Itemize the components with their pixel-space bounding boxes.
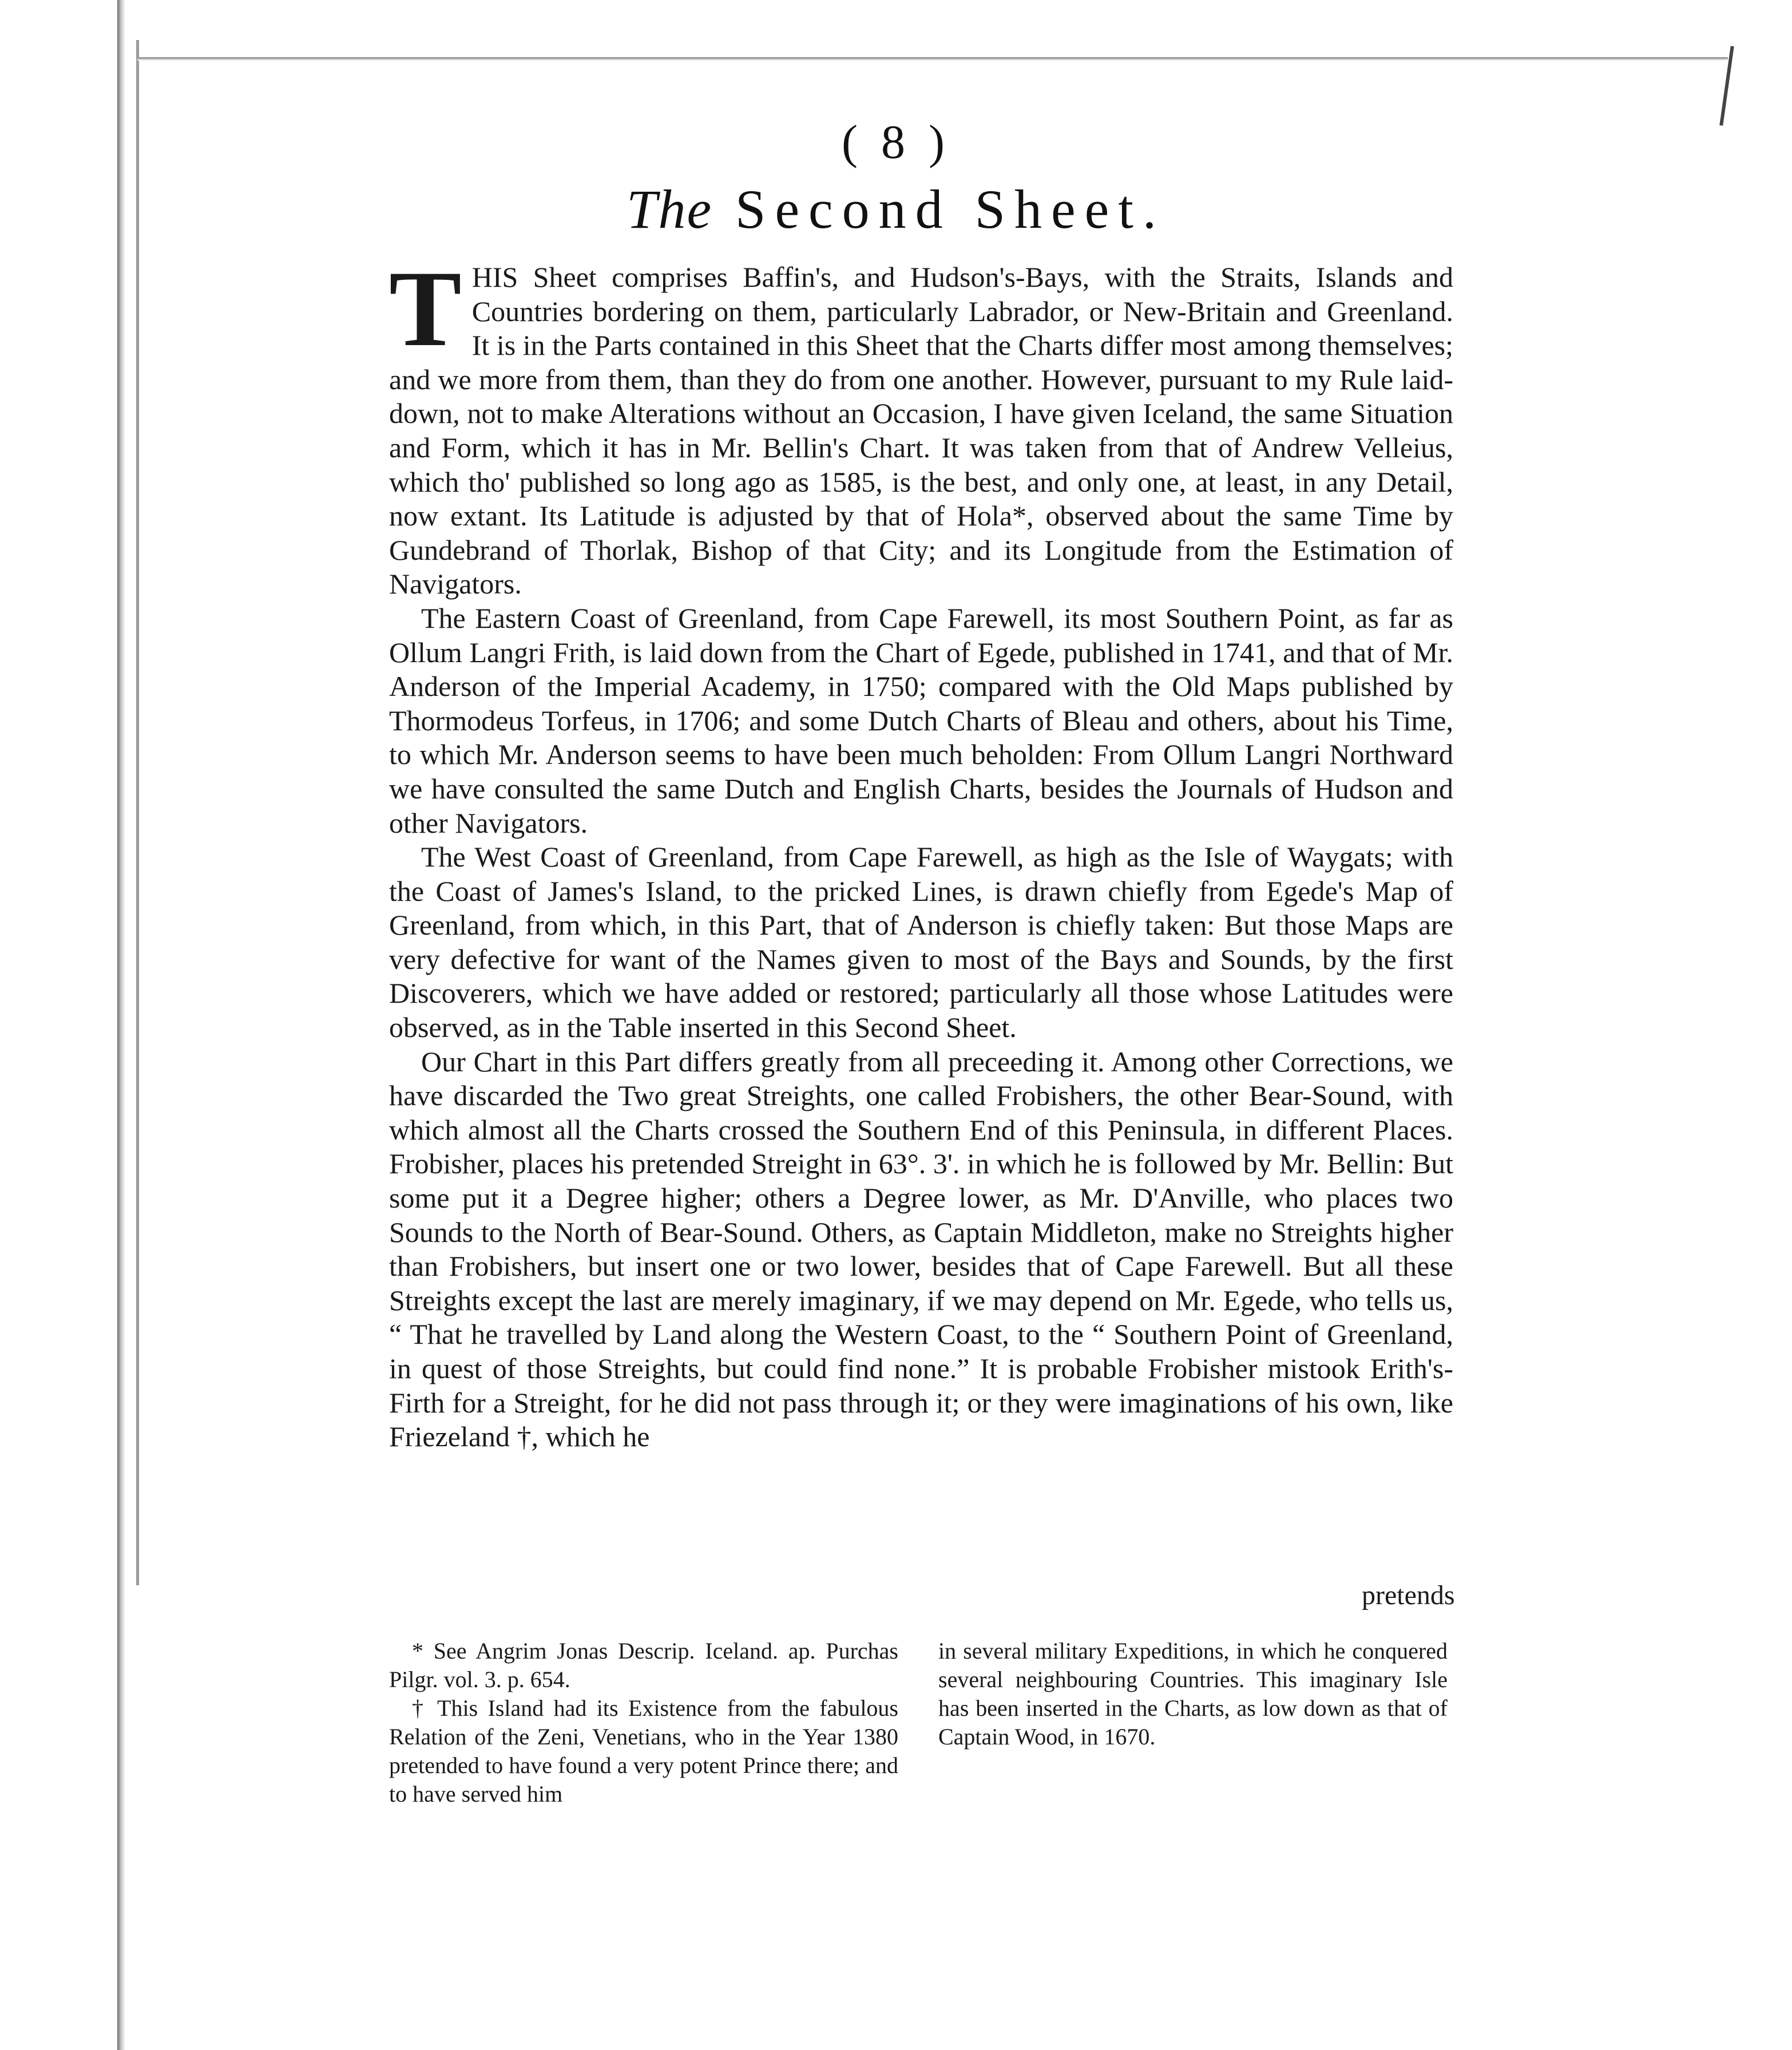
footnote-column-right — [938, 1637, 1448, 1751]
catchword: pretends — [1362, 1580, 1455, 1610]
title-word-the: The — [627, 179, 713, 240]
page-title — [0, 177, 1792, 241]
paragraph-3: The West Coast of Greenland, from Cape Farewell, as high as the Isle of Waygats; with the Coast of James's Island, to the pricked Lines, is drawn chiefly from Egede's Map of Greenland, from which, in this Part, that of Anderson is chiefly taken: But those Maps are very defective for want of the Names given to most of the Bays and Sounds, by the first Discoverers, which we have added or restored; particularly all those whose Latitudes were observed, as in the Table inserted in this Second Sheet. — [389, 841, 1453, 1044]
footnote-dagger: † This Island had its Existence from the fabulous Relation of the Zeni, Venetians, who in the Year 1380 pretended to have found a very potent Prince there; and to have served him — [389, 1695, 898, 1807]
title-rest: Second Sheet. — [735, 179, 1165, 240]
main-text — [389, 249, 1453, 1454]
scan-binding-line — [136, 40, 139, 1585]
footnote-column-left — [389, 1637, 898, 1808]
paragraph-4: Our Chart in this Part differs greatly from all preceeding it. Among other Corrections, we have discarded the Two great Streights, one called Frobishers, the other Bear-Sound, with which almost all the Charts crossed the Southern End of this Peninsula, in different Places. Frobisher, places his pretended Streight in 63°. 3'. in which he is followed by Mr. Bellin: But some put it a Degree higher; others a Degree lower, as Mr. D'Anville, who places two Sounds to the North of Bear-Sound. Others, as Captain Middleton, make no Streights higher than Frobishers, but insert one or two lower, besides that of Cape Farewell. But all these Streights except the last are merely imaginary, if we may depend on Mr. Egede, who tells us, “ That he travelled by Land along the Western Coast, to the “ Southern Point of Greenland, in quest of those Streights, but could find none.” It is probable Frobisher mistook Erith's-Firth for a Streight, for he did not pass through it; or they were imaginations of his own, like Friezeland †, which he — [389, 1045, 1453, 1453]
footnote-dagger-continued: in several military Expeditions, in which he conquered several neighbouring Countries. This imaginary Isle has been inserted in the Charts, as low down as that of Captain Wood, in 1670. — [938, 1638, 1448, 1750]
footnote-star: * See Angrim Jonas Descrip. Iceland. ap. Purchas Pilgr. vol. 3. p. 654. — [389, 1638, 898, 1692]
paragraph-2: The Eastern Coast of Greenland, from Cape Farewell, its most Southern Point, as far as Ollum Langri Frith, is laid down from the Chart of Egede, published in 1741, and that of Mr. Anderson of the Imperial Academy, in 1750; compared with the Old Maps published by Thormodeus Torfeus, in 1706; and some Dutch Charts of Bleau and others, about his Time, to which Mr. Anderson seems to have been much beholden: From Ollum Langri Northward we have consulted the same Dutch and English Charts, besides the Journals of Hudson and other Navigators. — [389, 601, 1453, 839]
scan-top-edge — [137, 57, 1728, 61]
paragraph-1 — [389, 249, 1453, 601]
paragraph-1-text: HIS Sheet comprises Baffin's, and Hudson's-Bays, with the Straits, Islands and Countries bordering on them, particularly Labrador, or New-Britain and Greenland. It is in the Parts contained in this Sheet that the Charts differ most among themselves; and we more from them, than they do from one another. However, pursuant to my Rule laid-down, not to make Alterations without an Occasion, I have given Iceland, the same Situation and Form, which it has in Mr. Bellin's Chart. It was taken from that of Andrew Velleius, which tho' published so long ago as 1585, is the best, and only one, at least, in any Detail, now extant. Its Latitude is adjusted by that of Hola*, observed about the same Time by Gundebrand of Thorlak, Bishop of that City; and its Longitude from the Estimation of Navigators. — [389, 261, 1453, 600]
drop-cap: T — [389, 249, 462, 369]
page-number: ( 8 ) — [842, 116, 950, 169]
scan-binding-edge — [117, 0, 125, 2050]
